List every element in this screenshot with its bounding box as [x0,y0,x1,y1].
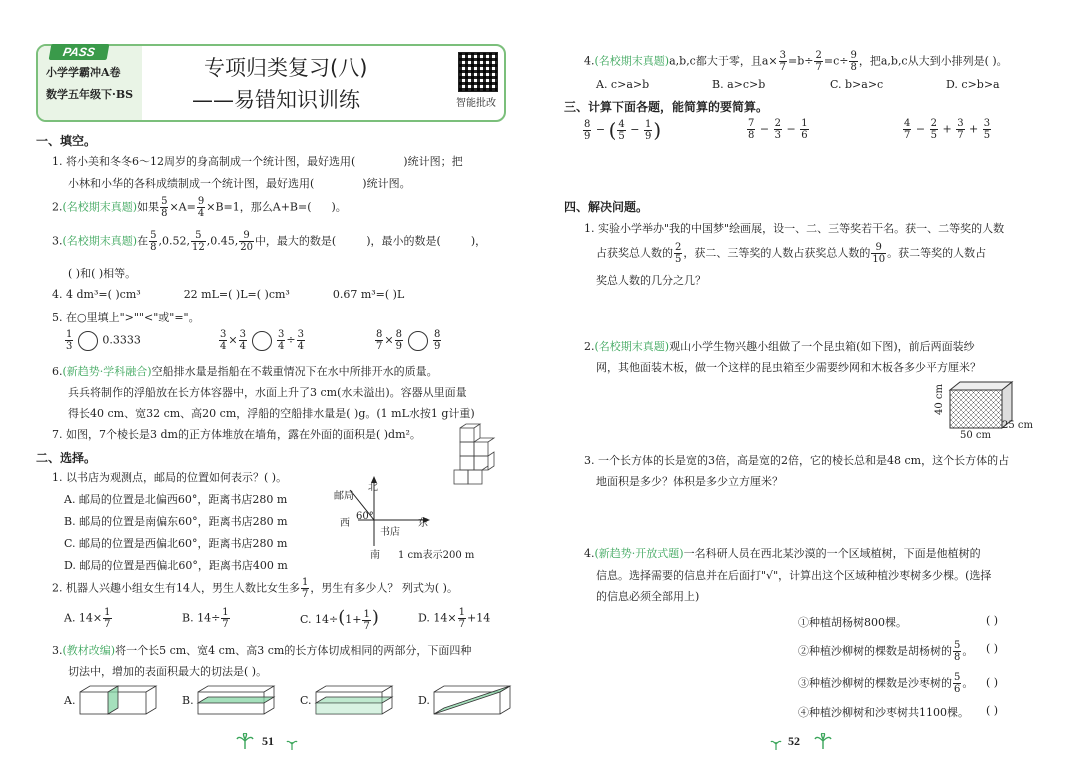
info-check-2[interactable]: ( ) [986,642,999,655]
cut-figure-b [196,684,276,716]
compare-circle[interactable] [252,331,272,351]
map-bookstore-label: 书店 [380,527,400,538]
q6-line1: 6.(新趋势·学科融合)空船排水量是指船在不载重情况下在水中所排开水的质量。 [52,365,438,378]
p1-line2: 占获奖总人数的 $\frac{2}{5}$ ，获二、三等奖的人数占获奖总人数的 $\frac{9}{10}$ 。获二等奖的人数占 [596,242,987,265]
map-north-label: 北 [368,482,378,493]
p1-line3: 奖总人数的几分之几？ [596,274,706,287]
q1-line2: 小林和小华的各科成绩制成一个统计图，最好选用( )统计图。 [68,177,411,190]
r4-option-a[interactable]: A. c>a>b [596,78,650,91]
info-item-1: ①种植胡杨树800棵。 [798,616,907,629]
q2: 2.(名校期末真题)如果 $\frac{5}{8}$ ×A= $\frac{9}{4}$ ×B=1，那么A+B=( )。 [52,196,347,219]
info-check-4[interactable]: ( ) [986,704,999,717]
q5-compare-1: $\frac{1}{3}$ 0.3333 [66,329,141,352]
cut-figure-d [432,684,512,716]
qr-code-icon[interactable] [458,52,498,92]
info-check-3[interactable]: ( ) [986,676,999,689]
info-item-3: ③种植沙柳树的棵数是沙枣树的 $\frac{5}{6}$ 。 [798,672,974,695]
c2: 2. 机器人兴趣小组女生有14人，男生人数比女生多 $\frac{1}{7}$ ，男生有多少人？ 列式为( )。 [52,577,458,600]
info-item-4: ④种植沙柳树和沙枣树共1100棵。 [798,706,969,719]
compare-circle[interactable] [408,331,428,351]
q7: 7. 如图，7个棱长是3 dm的正方体堆放在墙角，露在外面的面积是( )dm²。 [52,428,421,441]
q6-line2: 兵兵将制作的浮船放在长方体容器中，水面上升了3 cm(水未溢出)。容器从里面量 [68,386,467,399]
map-south-label: 南 [370,550,380,561]
p4-line2: 信息。选择需要的信息并在后面打"√"，计算出这个区域种植沙枣树多少棵。(选择 [596,569,992,582]
cut-figure-a [78,684,158,716]
map-scale-label: 1 cm表示200 m [398,550,475,561]
c3-option-b-label[interactable]: B. [182,694,194,707]
c1-option-a[interactable]: A. 邮局的位置是北偏西60°，距离书店280 m [64,493,288,506]
info-check-1[interactable]: ( ) [986,614,999,627]
c3-line2: 切法中，增加的表面积最大的切法是( )。 [68,665,268,678]
p4-line1: 4.(新趋势·开放式题)一名科研人员在西北某沙漠的一个区域植树，下面是他植树的 [584,547,981,560]
p1-line1: 1. 实验小学举办"我的中国梦"绘画展，设一、二、三等奖若干名。获一、二等奖的人数 [584,222,1005,235]
c3-option-c-label[interactable]: C. [300,694,312,707]
map-west-label: 西 [340,518,350,529]
p4-line3: 的信息必须全部用上) [596,590,700,603]
cut-figure-c [314,684,394,716]
calc-expression-3: $\frac{4}{7}$ − $\frac{2}{5}$ + $\frac{3}{7}$ + $\frac{3}{5}$ [904,118,991,141]
q5-compare-2: $\frac{3}{4}$ × $\frac{3}{4}$ $\frac{3}{4}$ ÷ $\frac{3}{4}$ [220,329,304,352]
p3-line1: 3. 一个长方体的长是宽的3倍，高是宽的2倍，它的棱长总和是48 cm，这个长方体的占 [584,454,1010,467]
c3-option-d-label[interactable]: D. [418,694,430,707]
q3: 3.(名校期末真题)在 $\frac{5}{8}$ ,0.52, $\frac{5}{12}$ ,0.45, $\frac{9}{20}$ 中，最大的数是( )，最小的数是( )， [52,230,487,253]
c1-option-c[interactable]: C. 邮局的位置是西偏北60°，距离书店280 m [64,537,288,550]
c1-option-b[interactable]: B. 邮局的位置是南偏东60°，距离书店280 m [64,515,288,528]
plant-icon [236,733,254,753]
compare-circle[interactable] [78,331,98,351]
c1-option-d[interactable]: D. 邮局的位置是西偏北60°，距离书店400 m [64,559,288,572]
c2-option-b[interactable]: B. 14÷ $\frac{1}{7}$ [182,607,229,630]
qr-label: 智能批改 [456,98,496,109]
header-banner [36,44,506,122]
page-number: 51 [262,734,274,748]
box-width-label: 25 cm [1002,420,1033,431]
q1-line1: 1. 将小美和冬冬6～12周岁的身高制成一个统计图，最好选用( )统计图；把 [52,155,463,168]
calc-expression-1: $\frac{8}{9}$ − ( $\frac{4}{5}$ − $\frac{1}{9}$ ) [584,118,662,142]
section-calc-title: 三、计算下面各题，能简算的要简算。 [564,100,769,114]
c2-option-d[interactable]: D. 14× $\frac{1}{7}$ +14 [418,607,491,630]
plant-icon [286,735,298,754]
r4: 4.(名校期末真题)a,b,c都大于零，且a× $\frac{3}{7}$ =b÷ $\frac{2}{7}$ =c÷ $\frac{9}{8}$ ，把a,b,c从大到小排列是( )。 [584,50,1008,73]
plant-icon [814,733,832,753]
r4-option-c[interactable]: C. b>a>c [830,78,884,91]
box-height-label: 40 cm [934,384,945,415]
map-post-office-label: 邮局 [334,491,354,502]
map-east-label: 东 [418,518,428,529]
box-length-label: 50 cm [960,430,991,441]
q3-line2: ( )和( )相等。 [68,267,137,280]
q4: 4. 4 dm³=( )cm³ 22 mL=( )L=( )cm³ 0.67 m³=( )L [52,288,405,301]
c2-option-c[interactable]: C. 14÷(1+ $\frac{1}{7}$ ) [300,607,379,632]
page-number: 52 [788,734,800,748]
c1: 1. 以书店为观测点，邮局的位置如何表示？( )。 [52,471,288,484]
info-item-2: ②种植沙柳树的棵数是胡杨树的 $\frac{5}{8}$ 。 [798,640,974,663]
right-page [540,0,1080,774]
map-angle-label: 60° [356,511,374,522]
p2-line1: 2.(名校期末真题)观山小学生物兴趣小组做了一个昆虫箱(如下图)，前后两面装纱 [584,340,975,353]
c3-line1: 3.(教材改编)将一个长5 cm、宽4 cm、高3 cm的长方体切成相同的两部分，下面四种 [52,644,472,657]
section-fill-title: 一、填空。 [36,134,97,148]
q5: 5. 在○里填上">""<"或"="。 [52,311,200,324]
q5-compare-3: $\frac{8}{7}$ × $\frac{8}{9}$ $\frac{8}{9}$ [376,329,441,352]
section-solve-title: 四、解决问题。 [564,200,649,214]
series-name: 小学学霸冲A卷 [46,66,121,79]
page-title: 专项归类复习(八) [204,56,368,80]
c2-option-a[interactable]: A. 14× $\frac{1}{7}$ [64,607,111,630]
calc-expression-2: $\frac{7}{8}$ − $\frac{2}{3}$ − $\frac{1}{6}$ [748,118,808,141]
r4-option-b[interactable]: B. a>c>b [712,78,766,91]
q6-line3: 得长40 cm、宽32 cm、高20 cm，浮船的空船排水量是( )g。(1 mL水按1 g计重) [68,407,475,420]
pass-logo: PASS [49,44,110,60]
p2-line2: 网，其他面装木板，做一个这样的昆虫箱至少需要纱网和木板各多少平方厘米？ [596,361,981,374]
r4-option-d[interactable]: D. c>b>a [946,78,1000,91]
grade-label: 数学五年级下·BS [46,88,134,101]
c3-option-a-label[interactable]: A. [64,694,76,707]
cube-stack-figure [446,422,510,488]
plant-icon [770,735,782,754]
p3-line2: 地面积是多少？体积是多少立方厘米？ [596,475,783,488]
section-choice-title: 二、选择。 [36,451,97,465]
page-subtitle: ——易错知识训练 [192,88,360,112]
